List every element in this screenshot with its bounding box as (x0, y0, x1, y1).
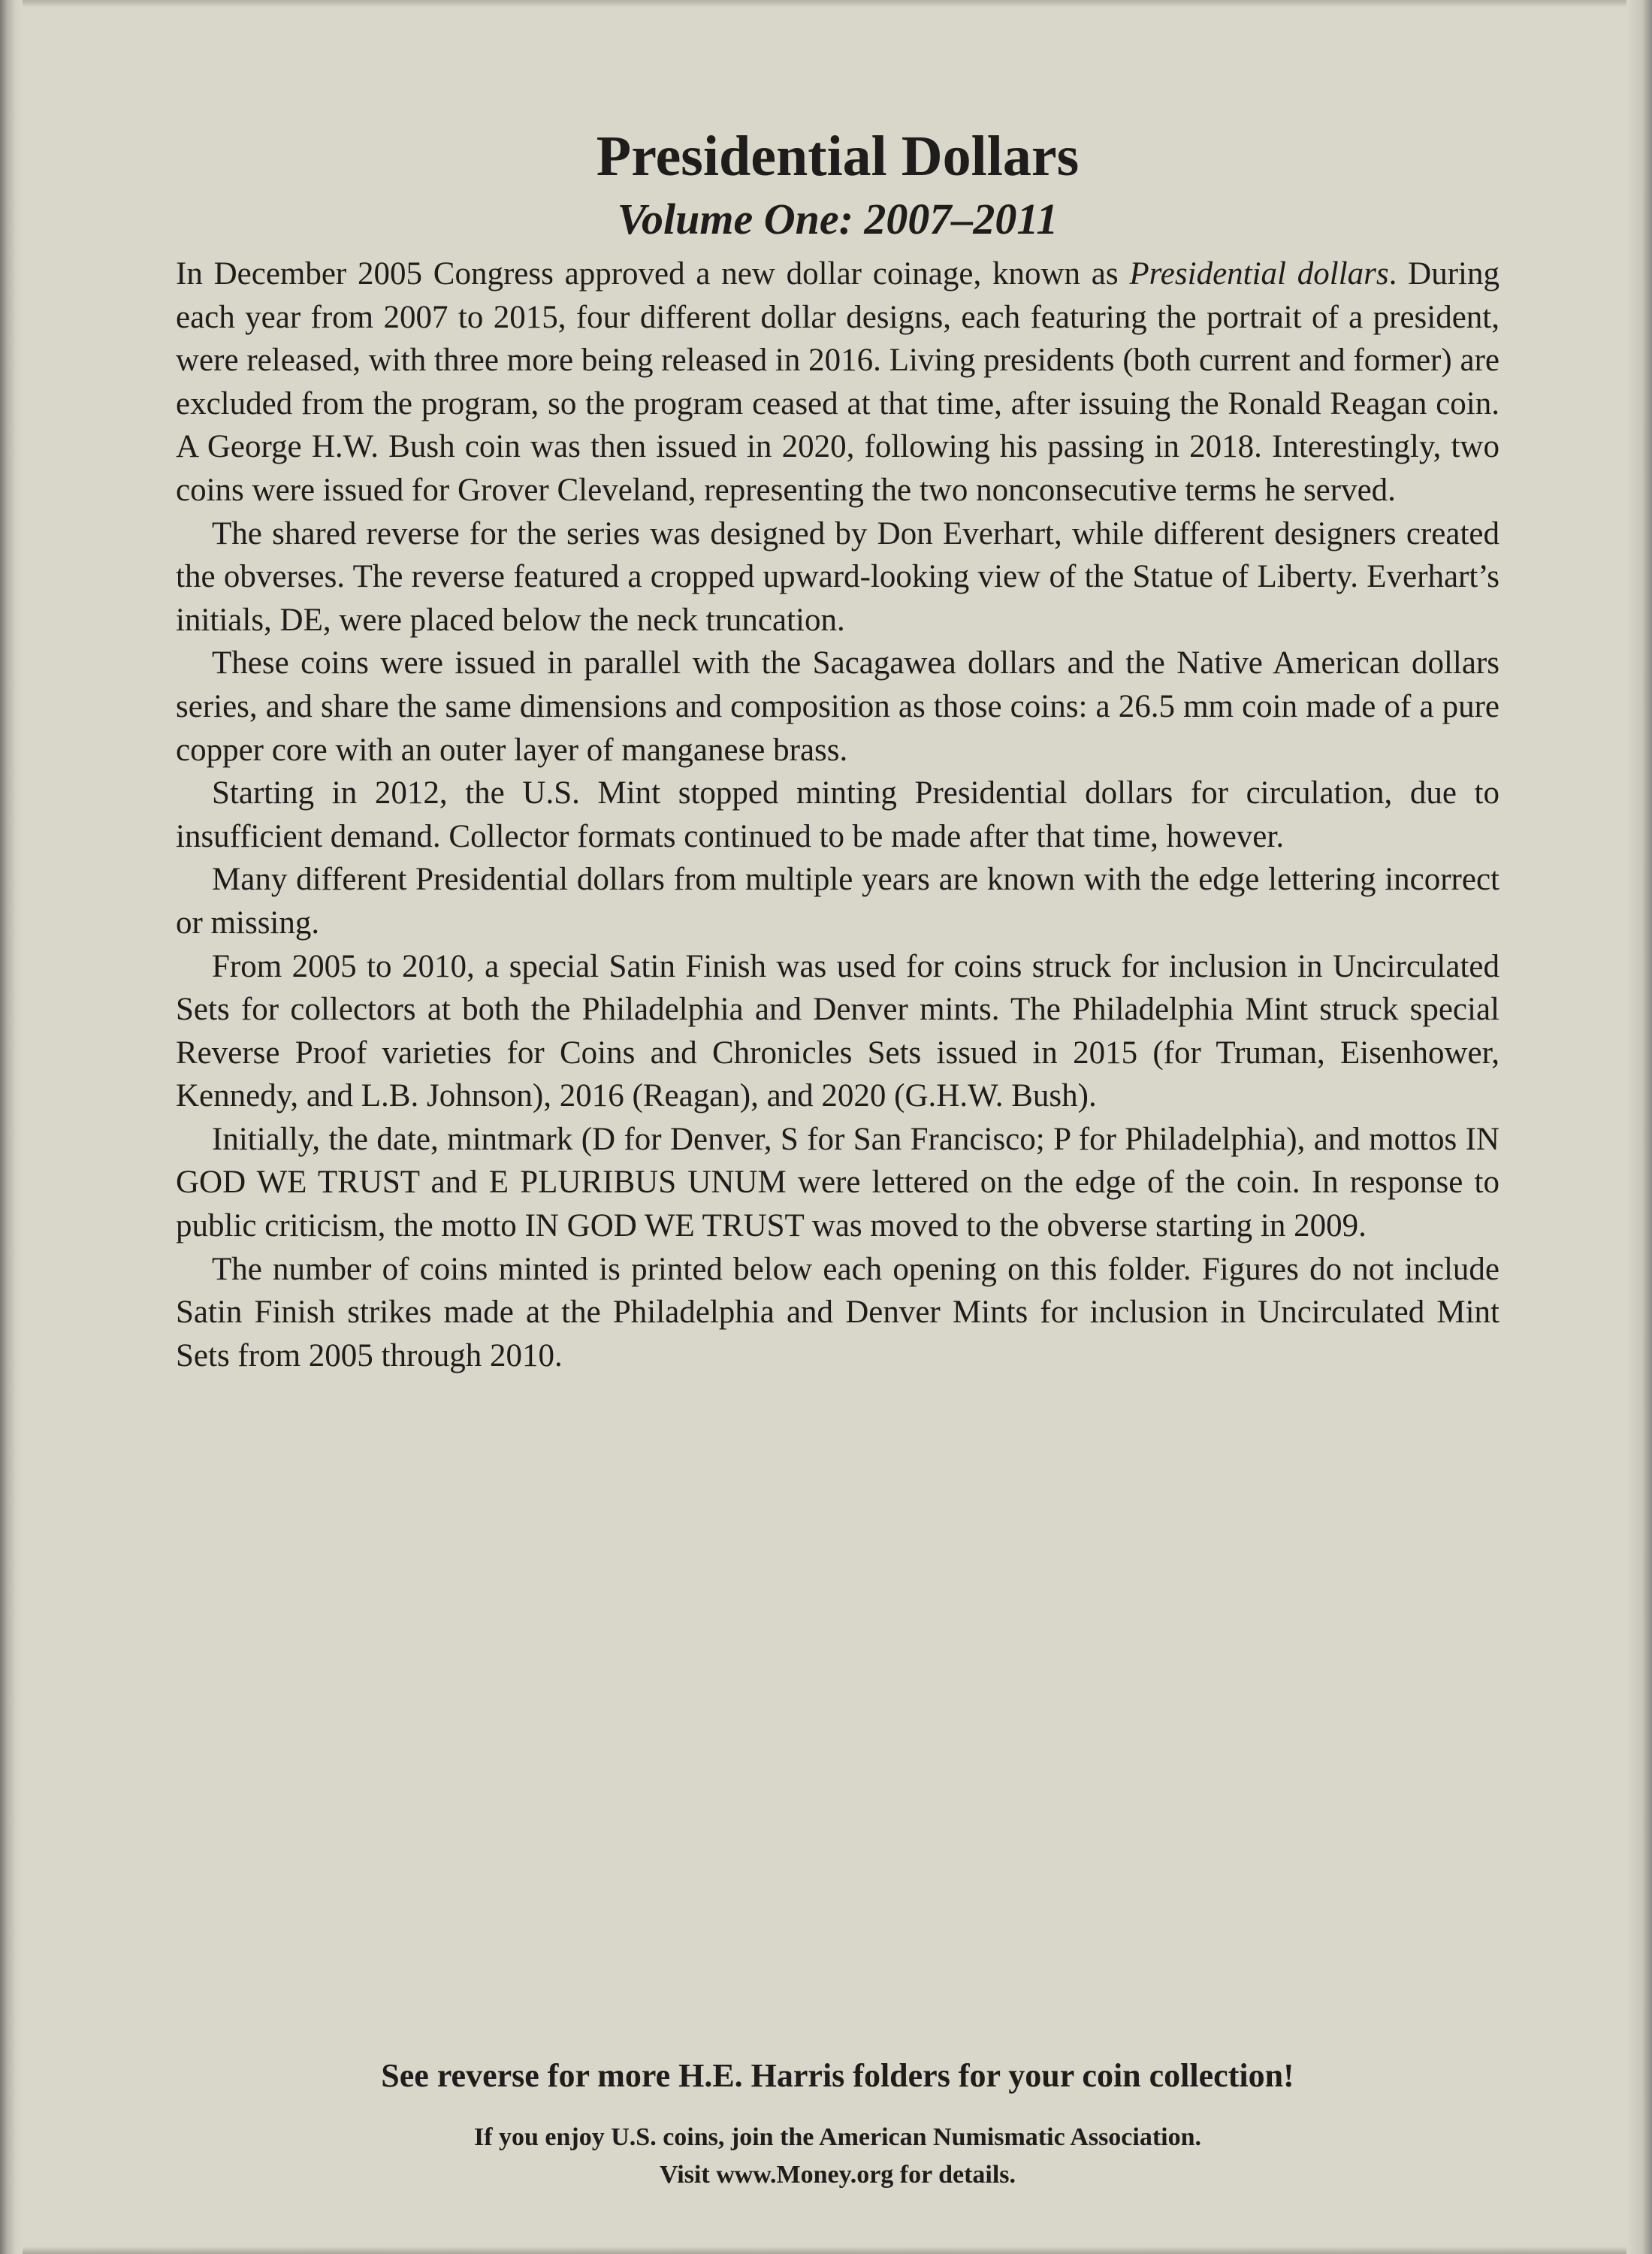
paragraph-circulation: Starting in 2012, the U.S. Mint stopped minting Presidential dollars for circulation, due to insufficient demand. Collector formats continued to be made after that time, however. (176, 775, 1499, 854)
page-edge-right (1626, 0, 1652, 2254)
paragraph-intro (176, 252, 1499, 512)
footer-ana-line-2: Visit www.Money.org for details. (659, 2161, 1016, 2189)
paragraph-satin-finish: From 2005 to 2010, a special Satin Finish was used for coins struck for inclusion in Uncirculated Sets for collectors at both the Philadelphia and Denver mints. The Philadelphia Mint struck special Reverse Proof varieties for Coins and Chronicles Sets issued in 2015 (for Truman, Eisenhower, Kennedy, and L.B. Johnson), 2016 (Reagan), and 2020 (G.H.W. Bush). (176, 948, 1499, 1114)
page-edge-bottom (0, 2246, 1652, 2254)
footer-ana-line-1: If you enjoy U.S. coins, join the American Numismatic Association. (473, 2123, 1202, 2151)
paragraph-reverse-design: The shared reverse for the series was designed by Don Everhart, while different designers created the obverses. The reverse featured a cropped upward-looking view of the Statue of Liberty. Everhart’s initials, DE, were placed below the neck truncation. (176, 515, 1499, 638)
page-edge-top (0, 0, 1652, 8)
paragraph-mintage: The number of coins minted is printed below each opening on this folder. Figures do not include Satin Finish strikes made at the Philadelphia and Denver Mints for inclusion in Uncirculated Mint Sets from 2005 through 2010. (176, 1251, 1499, 1373)
paragraph-intro-end: . During each year from 2007 to 2015, four different dollar designs, each featuring the portrait of a president, were released, with three more being released in 2016. Living presidents (both current and former) are excluded from the program, so the program ceased at that time, after issuing the Ronald Reagan coin. A George H.W. Bush coin was then issued in 2020, following his passing in 2018. Interestingly, two coins were issued for Grover Cleveland, representing the two nonconsecutive terms he served. (176, 256, 1499, 508)
page-title: Presidential Dollars (596, 125, 1080, 188)
page-edge-left (0, 0, 23, 2254)
paragraph-composition: These coins were issued in parallel with the Sacagawea dollars and the Native American dollars series, and share the same dimensions and composition as those coins: a 26.5 mm coin made of a pure copper core with an outer layer of manganese brass. (176, 645, 1499, 768)
paragraph-edge-lettering: Initially, the date, mintmark (D for Denver, S for San Francisco; P for Philadelphia), and mottos IN GOD WE TRUST and E PLURIBUS UNUM were lettered on the edge of the coin. In response to public criticism, the motto IN GOD WE TRUST was moved to the obverse starting in 2009. (176, 1121, 1499, 1244)
body-text (176, 252, 1499, 1377)
document-content (176, 120, 1499, 1377)
page-subtitle: Volume One: 2007–2011 (617, 195, 1059, 243)
footer-ana-notice (176, 2119, 1499, 2194)
paragraph-intro-emphasis: Presidential dollars (1129, 256, 1389, 292)
paragraph-intro-start: In December 2005 Congress approved a new dollar coinage, known as (176, 256, 1130, 292)
footer-cta: See reverse for more H.E. Harris folders for your coin collection! (381, 2057, 1294, 2094)
paragraph-edge-errors: Many different Presidential dollars from multiple years are known with the edge lettering incorrect or missing. (176, 862, 1499, 941)
